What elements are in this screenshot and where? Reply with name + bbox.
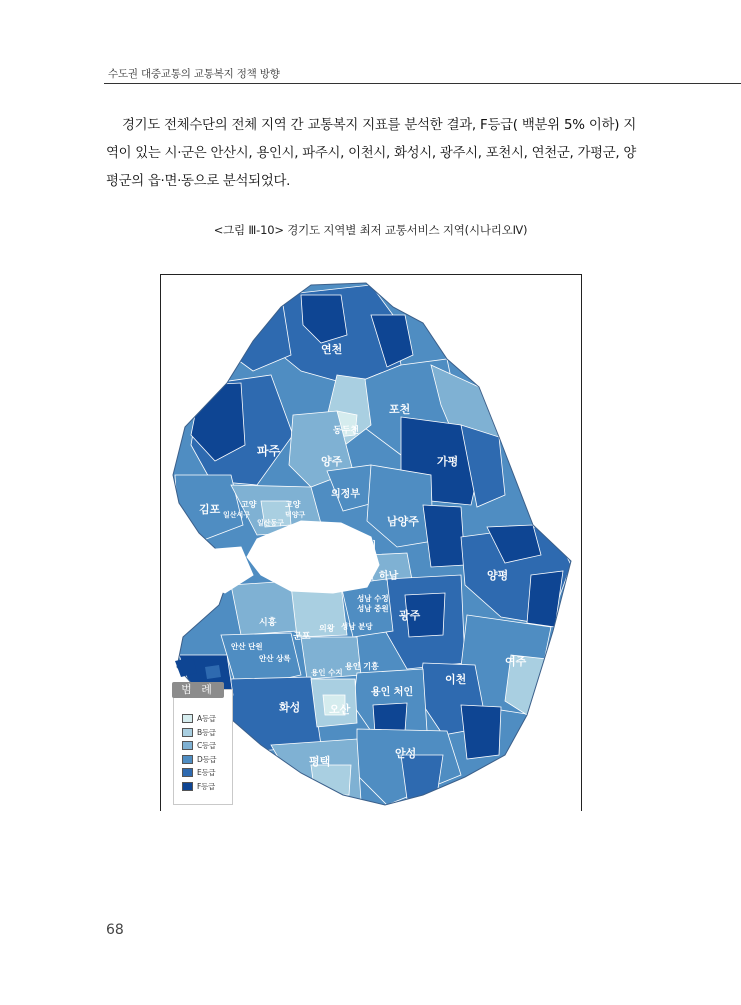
region-cheoin-core [373,703,407,733]
legend-label: B등급 [197,727,216,737]
label-paju: 파주 [257,444,281,458]
label-yeoncheon: 연천 [321,343,343,356]
region-yangpyeong-east [527,571,563,627]
legend-items [182,712,216,793]
label-dongducheon: 동두천 [333,426,360,436]
label-cheoin: 용인 처인 [371,687,414,698]
label-bundang: 성남 분당 [341,622,373,631]
label-jungwon: 성남 중원 [357,604,389,613]
label-uijeongbu: 의정부 [331,489,360,500]
legend-item [182,712,216,726]
island-south [205,665,221,679]
region-icheon-south [461,705,501,759]
legend-swatch [182,755,193,764]
label-gunpo: 군포 [293,632,311,642]
legend-swatch [182,782,193,791]
label-goyang-2: 고양 [285,500,301,509]
label-pocheon: 포천 [389,403,411,416]
label-uiwang: 의왕 [319,624,335,633]
label-hwaseong: 화성 [279,701,301,714]
label-giheung: 용인 기흥 [345,662,379,671]
legend-swatch [182,741,193,750]
label-gapyeong: 가평 [437,455,459,468]
label-yongin-suji: 용인 수지 [311,668,343,677]
label-siheung: 시흥 [259,618,277,628]
label-gimpo: 김포 [199,503,221,516]
label-gwangju: 광주 [399,609,421,622]
label-yeoju: 여주 [505,655,527,668]
legend-swatch [182,714,193,723]
figure-caption: <그림 Ⅲ-10> 경기도 지역별 최저 교통서비스 지역(시나리오Ⅳ) [213,223,528,237]
label-ilsandong: 일산동구 [257,519,285,527]
legend-label: F등급 [197,781,215,791]
map-legend [173,683,233,805]
header-rule [104,83,741,84]
region-pyeongtaek-light [311,765,351,795]
region-hwaseong [231,677,321,751]
body-paragraph: 경기도 전체수단의 전체 지역 간 교통복지 지표를 분석한 결과, F등급( 백분위 5% 이하) 지역이 있는 시·군은 안산시, 용인시, 파주시, 이천시, 화성시, 광주시, 포천시, 연천군, 가평군, 양평군의 읍·면·동으로 분석되었다. [106,118,636,189]
page-number: 68 [106,922,124,938]
label-guri: 구리 [357,541,377,552]
legend-item [182,780,216,794]
label-sujeong: 성남 수정 [357,594,389,603]
label-pyeongtaek: 평택 [309,755,331,768]
legend-item [182,753,216,767]
label-yangju: 양주 [321,455,343,468]
region-anseong-south [401,755,443,799]
body-text [106,112,636,196]
legend-label: C등급 [197,741,216,751]
legend-label: E등급 [197,768,216,778]
legend-swatch [182,768,193,777]
label-hanam: 하남 [379,571,399,582]
label-osan: 오산 [329,703,351,716]
map-figure [160,274,582,811]
legend-title: 범 례 [172,682,224,698]
label-ansan-danwon: 안산 단원 [231,642,263,651]
legend-label: A등급 [197,714,216,724]
label-icheon: 이천 [445,673,467,686]
legend-item [182,739,216,753]
label-goyang-1: 고양 [241,500,257,509]
legend-item [182,726,216,740]
legend-item [182,766,216,780]
label-ilsanseo: 일산서구 [223,511,251,519]
label-ansan-sangnok: 안산 상록 [259,654,291,663]
label-anseong: 안성 [395,747,417,760]
label-namyangju: 남양주 [387,515,419,528]
label-deogyang: 덕양구 [285,511,306,519]
legend-label: D등급 [197,754,217,764]
legend-swatch [182,728,193,737]
label-yangpyeong: 양평 [487,569,509,582]
running-head: 수도권 대중교통의 교통복지 정책 방향 [108,68,280,80]
